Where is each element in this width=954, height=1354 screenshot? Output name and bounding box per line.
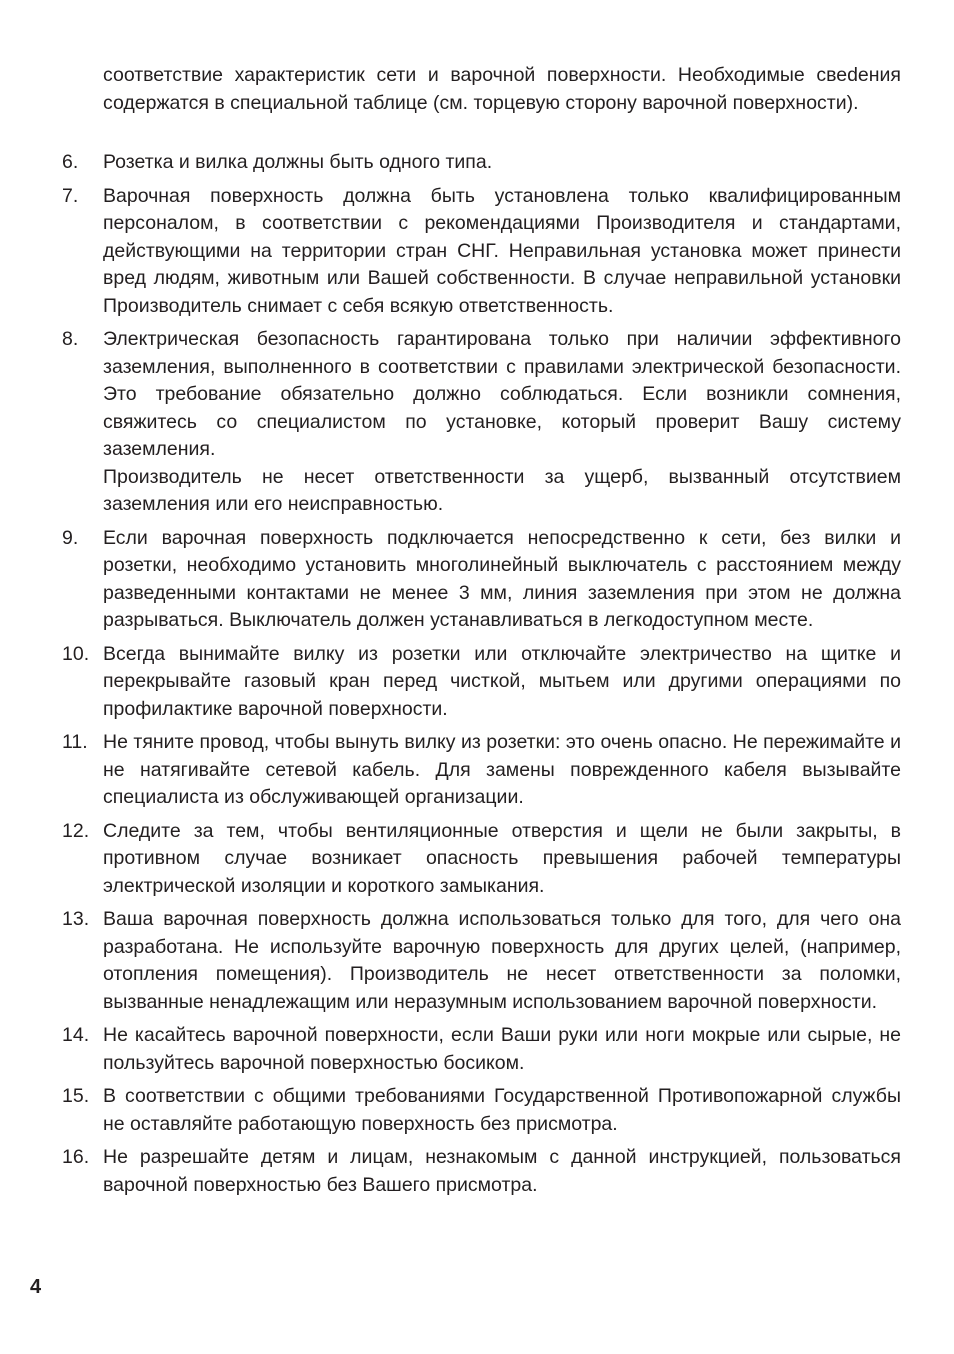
- item-number: 16.: [62, 1146, 90, 1168]
- item-paragraph: Если варочная поверхность подключается непосредственно к сети, без вилки и розетки, необходимо установить многолинейный выключатель с расстоянием между разведенными контактами не менее 3 мм, линия заземления при этом не должна разрываться. Выключатель должен устанавливаться в легкодоступном месте.: [103, 526, 901, 631]
- list-item: [62, 906, 901, 1016]
- item-number: 12.: [62, 819, 90, 842]
- item-paragraph: Следите за тем, чтобы вентиляционные отверстия и щели не были закрыты, в противном случае возникает опасность превышения рабочей температуры электрической изоляции и короткого замыкания.: [103, 819, 901, 897]
- intro-paragraph: соответствие характеристик сети и варочной поверхности. Необходимые свеdения содержатся в специальной таблице (см. торцевую сторону варочной поверхности).: [103, 64, 901, 114]
- item-body: [103, 1144, 901, 1199]
- list-item: [62, 729, 901, 812]
- list-item: [62, 1144, 901, 1199]
- item-number: 6.: [62, 151, 79, 173]
- page-number: 4: [30, 1276, 42, 1298]
- item-body: [103, 326, 901, 519]
- item-number: 9.: [62, 526, 79, 549]
- item-body: [103, 1083, 901, 1138]
- list-item: [62, 641, 901, 724]
- item-paragraph: Не разрешайте детям и лицам, незнакомым с данной инструкцией, пользоваться варочной поверхностью без Вашего присмотра.: [103, 1146, 901, 1196]
- item-body: [103, 729, 901, 812]
- item-body: [103, 641, 901, 724]
- item-body: [103, 1022, 901, 1077]
- item-number: 13.: [62, 908, 90, 930]
- item-number: 10.: [62, 642, 90, 665]
- item-number: 11.: [62, 731, 88, 753]
- item-paragraph: Не касайтесь варочной поверхности, если Ваши руки или ноги мокрые или сырые, не пользуйтесь варочной поверхностью босиком.: [103, 1024, 901, 1074]
- item-number: 8.: [62, 328, 79, 350]
- list-item: [62, 183, 901, 321]
- item-body: [103, 149, 901, 177]
- instruction-list: [62, 149, 901, 1205]
- item-paragraph: Производитель не несет ответственности за ущерб, вызванный отсутствием заземления или его неисправностью.: [103, 465, 901, 515]
- list-item: [62, 1022, 901, 1077]
- item-body: [103, 818, 901, 901]
- item-paragraph: Розетка и вилка должны быть одного типа.: [103, 151, 493, 173]
- list-item: [62, 149, 901, 177]
- item-number: 15.: [62, 1085, 90, 1107]
- item-body: [103, 525, 901, 635]
- item-paragraph: Не тяните провод, чтобы вынуть вилку из розетки: это очень опасно. Не пережимайте и не натягивайте сетевой кабель. Для замены поврежденного кабеля вызывайте специалиста из обслуживающей организации.: [103, 731, 901, 808]
- list-item: [62, 818, 901, 901]
- item-paragraph: Ваша варочная поверхность должна использоваться только для того, для чего она разработана. Не используйте варочную поверхность для других целей, (например, отопления помещения). Производитель не несет ответственности за поломки, вызванные ненадлежащим или неразумным использованием варочной поверхности.: [103, 908, 901, 1013]
- item-paragraph: Варочная поверхность должна быть установлена только квалифицированным персоналом, в соответствии с рекомендациями Производителя и стандартами, действующими на территории стран СНГ. Неправильная установка может принести вред людям, животным или Вашей собственности. В случае неправильной установки Производитель снимает с себя всякую ответственность.: [103, 184, 901, 317]
- item-body: [103, 183, 901, 321]
- list-item: [62, 525, 901, 635]
- item-paragraph: Электрическая безопасность гарантирована только при наличии эффективного заземления, выполненного в соответствии с правилами электрической безопасности. Это требование обязательно должно соблюдаться. Если возникли сомнения, свяжитесь со специалистом по установке, который проверит Вашу систему заземления.: [103, 328, 901, 460]
- list-item: [62, 326, 901, 519]
- list-item: [62, 1083, 901, 1138]
- item-paragraph: Всегда вынимайте вилку из розетки или отключайте электричество на щитке и перекрывайте газовый кран перед чисткой, мытьем или другими операциями по профилактике варочной поверхности.: [103, 642, 901, 720]
- item-number: 14.: [62, 1024, 90, 1046]
- item-number: 7.: [62, 184, 79, 207]
- item-paragraph: В соответствии с общими требованиями Государственной Противопожарной службы не оставляйте работающую поверхность без присмотра.: [103, 1085, 901, 1135]
- item-body: [103, 906, 901, 1016]
